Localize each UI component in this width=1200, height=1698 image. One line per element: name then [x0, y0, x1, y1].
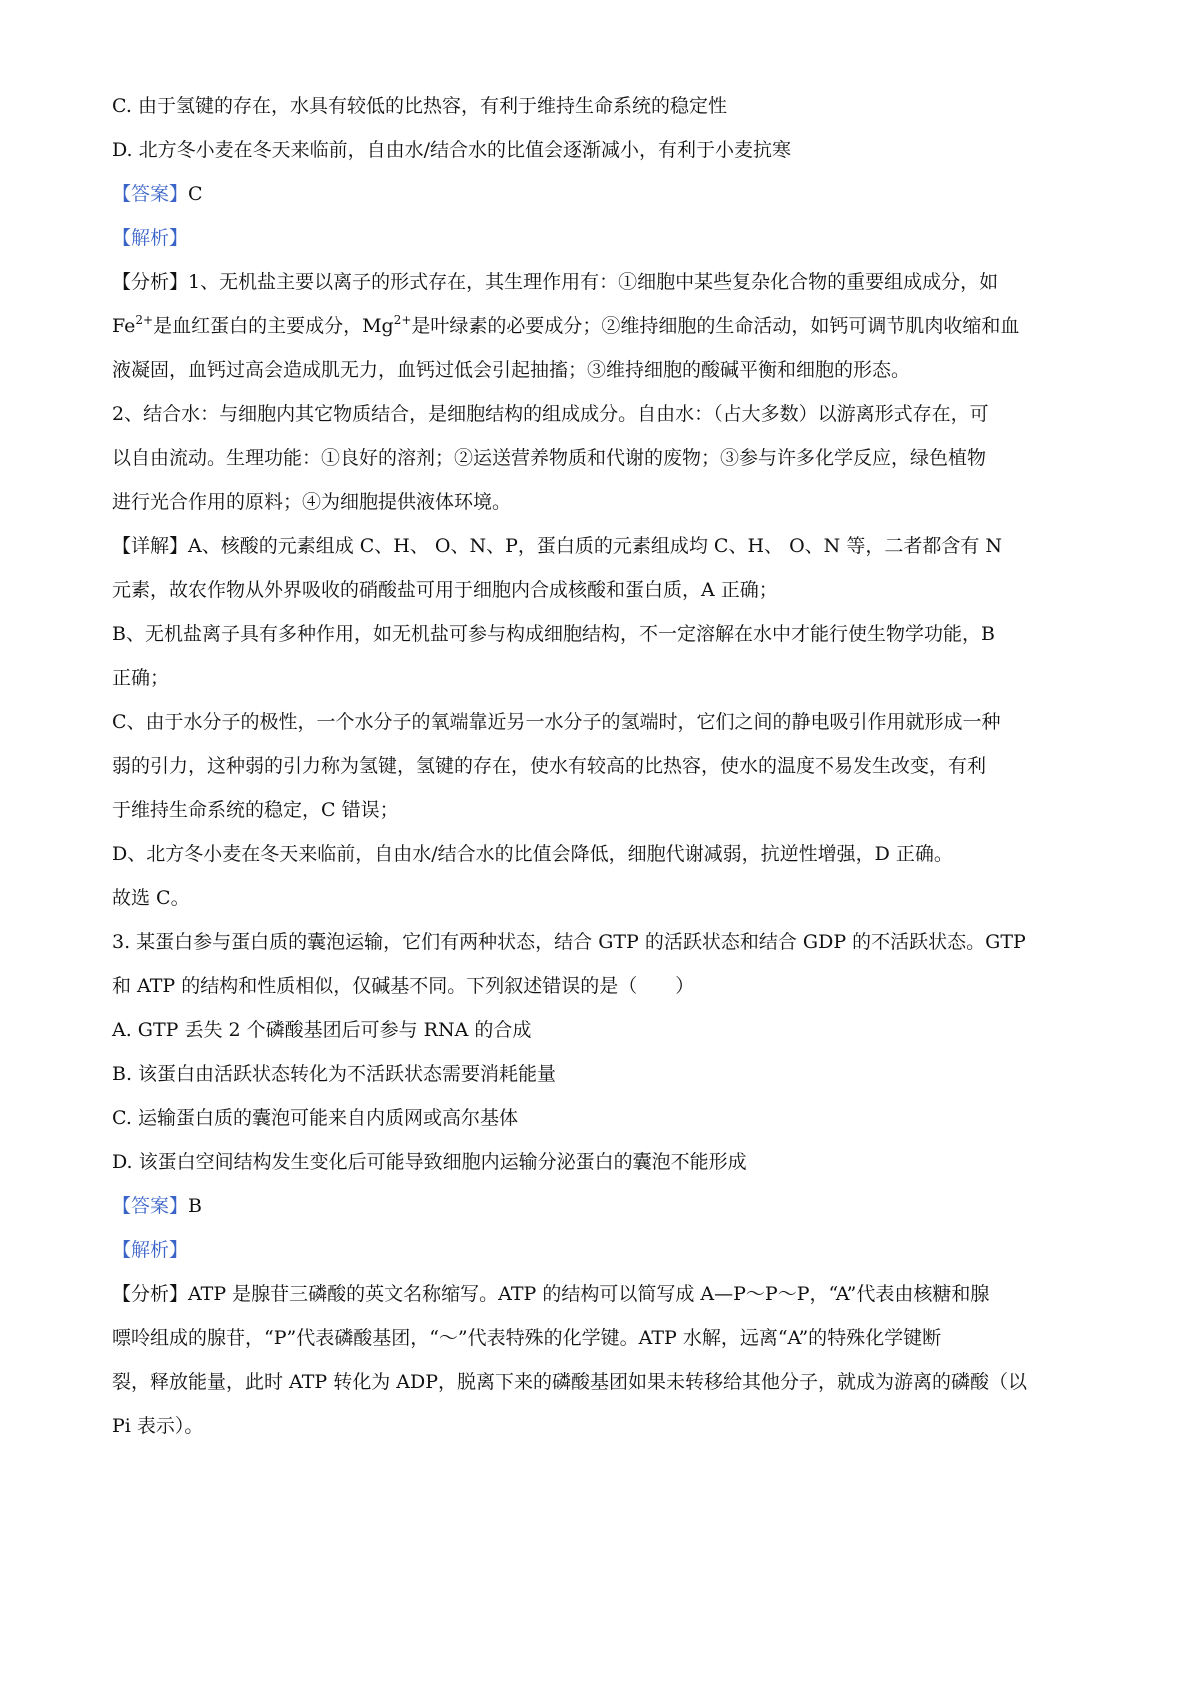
- q2-jiexi-label: 【解析】: [112, 227, 189, 249]
- answer-value: B: [188, 1195, 202, 1217]
- q2-xiangjie-line-3: B、无机盐离子具有多种作用，如无机盐可参与构成细胞结构，不一定溶解在水中才能行使生物学功能，B: [112, 623, 995, 645]
- fenxi-2-end: 是叶绿素的必要成分；②维持细胞的生命活动，如钙可调节肌肉收缩和血: [411, 315, 1020, 337]
- q2-xiangjie-line-2: 元素，故农作物从外界吸收的硝酸盐可用于细胞内合成核酸和蛋白质，A 正确；: [112, 579, 778, 601]
- q3-fenxi-line-2: 嘌呤组成的腺苷，“P”代表磷酸基团，“～”代表特殊的化学键。ATP 水解，远离“A”的特殊化学键断: [112, 1327, 942, 1349]
- q3-option-c: C. 运输蛋白质的囊泡可能来自内质网或高尔基体: [112, 1107, 518, 1129]
- q2-xiangjie-line-1: 【详解】A、核酸的元素组成 C、H、 O、N、P，蛋白质的元素组成均 C、H、 O、N 等，二者都含有 N: [112, 535, 1002, 557]
- fenxi-2-mid: 是血红蛋白的主要成分，Mg: [153, 315, 394, 337]
- q3-stem-line-1: 3. 某蛋白参与蛋白质的囊泡运输，它们有两种状态，结合 GTP 的活跃状态和结合 GDP 的不活跃状态。GTP: [112, 931, 1026, 953]
- q3-option-b: B. 该蛋白由活跃状态转化为不活跃状态需要消耗能量: [112, 1063, 557, 1085]
- q2-xiangjie-line-8: D、北方冬小麦在冬天来临前，自由水/结合水的比值会降低，细胞代谢减弱，抗逆性增强，D 正确。: [112, 843, 953, 865]
- q2-fenxi-line-3: 液凝固，血钙过高会造成肌无力，血钙过低会引起抽搐；③维持细胞的酸碱平衡和细胞的形态。: [112, 359, 911, 381]
- q3-fenxi-line-4: Pi 表示）。: [112, 1415, 204, 1437]
- q2-conclusion: 故选 C。: [112, 887, 190, 909]
- q2-xiangjie-line-4: 正确；: [112, 667, 170, 689]
- q3-option-d: D. 该蛋白空间结构发生变化后可能导致细胞内运输分泌蛋白的囊泡不能形成: [112, 1151, 747, 1173]
- q2-option-c: C. 由于氢键的存在，水具有较低的比热容，有利于维持生命系统的稳定性: [112, 95, 727, 117]
- answer-label: 【答案】: [112, 1195, 189, 1217]
- q3-fenxi-line-1: 【分析】ATP 是腺苷三磷酸的英文名称缩写。ATP 的结构可以简写成 A—P～P～P，“A”代表由核糖和腺: [112, 1283, 990, 1305]
- q2-xiangjie-line-6: 弱的引力，这种弱的引力称为氢键，氢键的存在，使水有较高的比热容，使水的温度不易发生改变，有利: [112, 755, 987, 777]
- q3-stem-line-2: 和 ATP 的结构和性质相似，仅碱基不同。下列叙述错误的是（ ）: [112, 975, 695, 997]
- answer-label: 【答案】: [112, 183, 189, 205]
- q2-fenxi-line-4: 2、结合水：与细胞内其它物质结合，是细胞结构的组成成分。自由水：（占大多数）以游离形式存在，可: [112, 403, 989, 425]
- q2-fenxi-line-1: 【分析】1、无机盐主要以离子的形式存在，其生理作用有：①细胞中某些复杂化合物的重要组成成分，如: [112, 271, 999, 293]
- q2-fenxi-line-5: 以自由流动。生理功能：①良好的溶剂；②运送营养物质和代谢的废物；③参与许多化学反应，绿色植物: [112, 447, 987, 469]
- q2-option-d: D. 北方冬小麦在冬天来临前，自由水/结合水的比值会逐渐减小，有利于小麦抗寒: [112, 139, 792, 161]
- q2-xiangjie-line-5: C、由于水分子的极性，一个水分子的氧端靠近另一水分子的氢端时，它们之间的静电吸引作用就形成一种: [112, 711, 1001, 733]
- fe-charge: 2+: [135, 313, 154, 327]
- fe-symbol: Fe: [112, 315, 136, 337]
- mg-charge: 2+: [393, 313, 412, 327]
- q3-option-a: A. GTP 丢失 2 个磷酸基团后可参与 RNA 的合成: [112, 1019, 532, 1041]
- q2-fenxi-line-2: [112, 312, 1019, 340]
- q2-fenxi-line-6: 进行光合作用的原料；④为细胞提供液体环境。: [112, 491, 512, 513]
- q3-fenxi-line-3: 裂，释放能量，此时 ATP 转化为 ADP，脱离下来的磷酸基团如果未转移给其他分子，就成为游离的磷酸（以: [112, 1371, 1027, 1393]
- q3-jiexi-label: 【解析】: [112, 1239, 189, 1261]
- q3-answer: [112, 1192, 202, 1220]
- q2-xiangjie-line-7: 于维持生命系统的稳定，C 错误；: [112, 799, 399, 821]
- answer-value: C: [188, 183, 203, 205]
- q2-answer: [112, 180, 203, 208]
